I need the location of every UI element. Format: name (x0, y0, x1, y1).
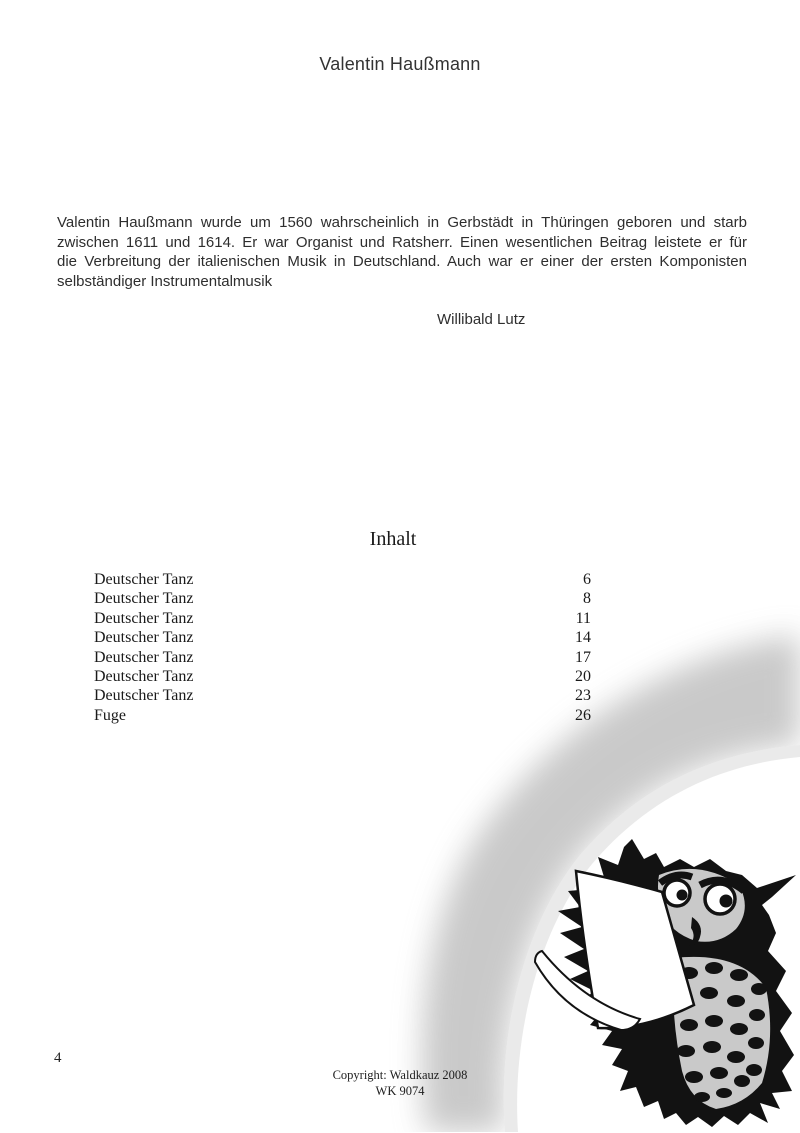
toc-entry-title: Deutscher Tanz (94, 609, 194, 627)
toc-heading: Inhalt (369, 528, 417, 550)
table-of-contents (94, 570, 591, 725)
toc-entry-page: 23 (575, 687, 591, 705)
toc-entry-page: 8 (583, 590, 591, 608)
page-title: Valentin Haußmann (319, 54, 481, 74)
toc-row (94, 589, 591, 608)
toc-entry-page: 11 (575, 609, 591, 627)
biography-line: zwischen 1611 und 1614. Er war Organist und Ratsherr. Einen wesentlichen Beitrag leistete er für (57, 233, 747, 251)
toc-entry-title: Deutscher Tanz (94, 590, 194, 608)
page-number: 4 (54, 1050, 62, 1066)
toc-row (94, 686, 591, 705)
toc-row (94, 706, 591, 725)
biography-line: selbständiger Instrumentalmusik (57, 272, 273, 290)
toc-entry-page: 17 (575, 648, 591, 666)
toc-entry-title: Deutscher Tanz (94, 571, 194, 588)
toc-entry-page: 6 (583, 571, 591, 588)
biography-line: die Verbreitung der italienischen Musik in Deutschland. Auch war er einer der ersten Komponisten (57, 253, 747, 271)
copyright-line: Copyright: Waldkauz 2008 (332, 1068, 468, 1082)
biography-paragraph (57, 213, 747, 291)
toc-entry-title: Deutscher Tanz (94, 687, 194, 705)
author-attribution: Willibald Lutz (437, 311, 526, 328)
biography-line: Valentin Haußmann wurde um 1560 wahrscheinlich in Gerbstädt in Thüringen geboren und starb (57, 214, 747, 231)
toc-entry-page: 26 (575, 706, 591, 724)
toc-entry-page: 14 (575, 629, 591, 647)
catalog-number: WK 9074 (375, 1083, 425, 1098)
toc-entry-title: Deutscher Tanz (94, 668, 194, 686)
toc-entry-title: Fuge (94, 706, 126, 724)
copyright-block (0, 1068, 800, 1099)
toc-row (94, 570, 591, 589)
toc-entry-title: Deutscher Tanz (94, 648, 194, 666)
toc-row (94, 667, 591, 686)
toc-row (94, 648, 591, 667)
toc-entry-page: 20 (575, 668, 591, 686)
toc-entry-title: Deutscher Tanz (94, 629, 194, 647)
toc-row (94, 628, 591, 647)
toc-row (94, 609, 591, 628)
